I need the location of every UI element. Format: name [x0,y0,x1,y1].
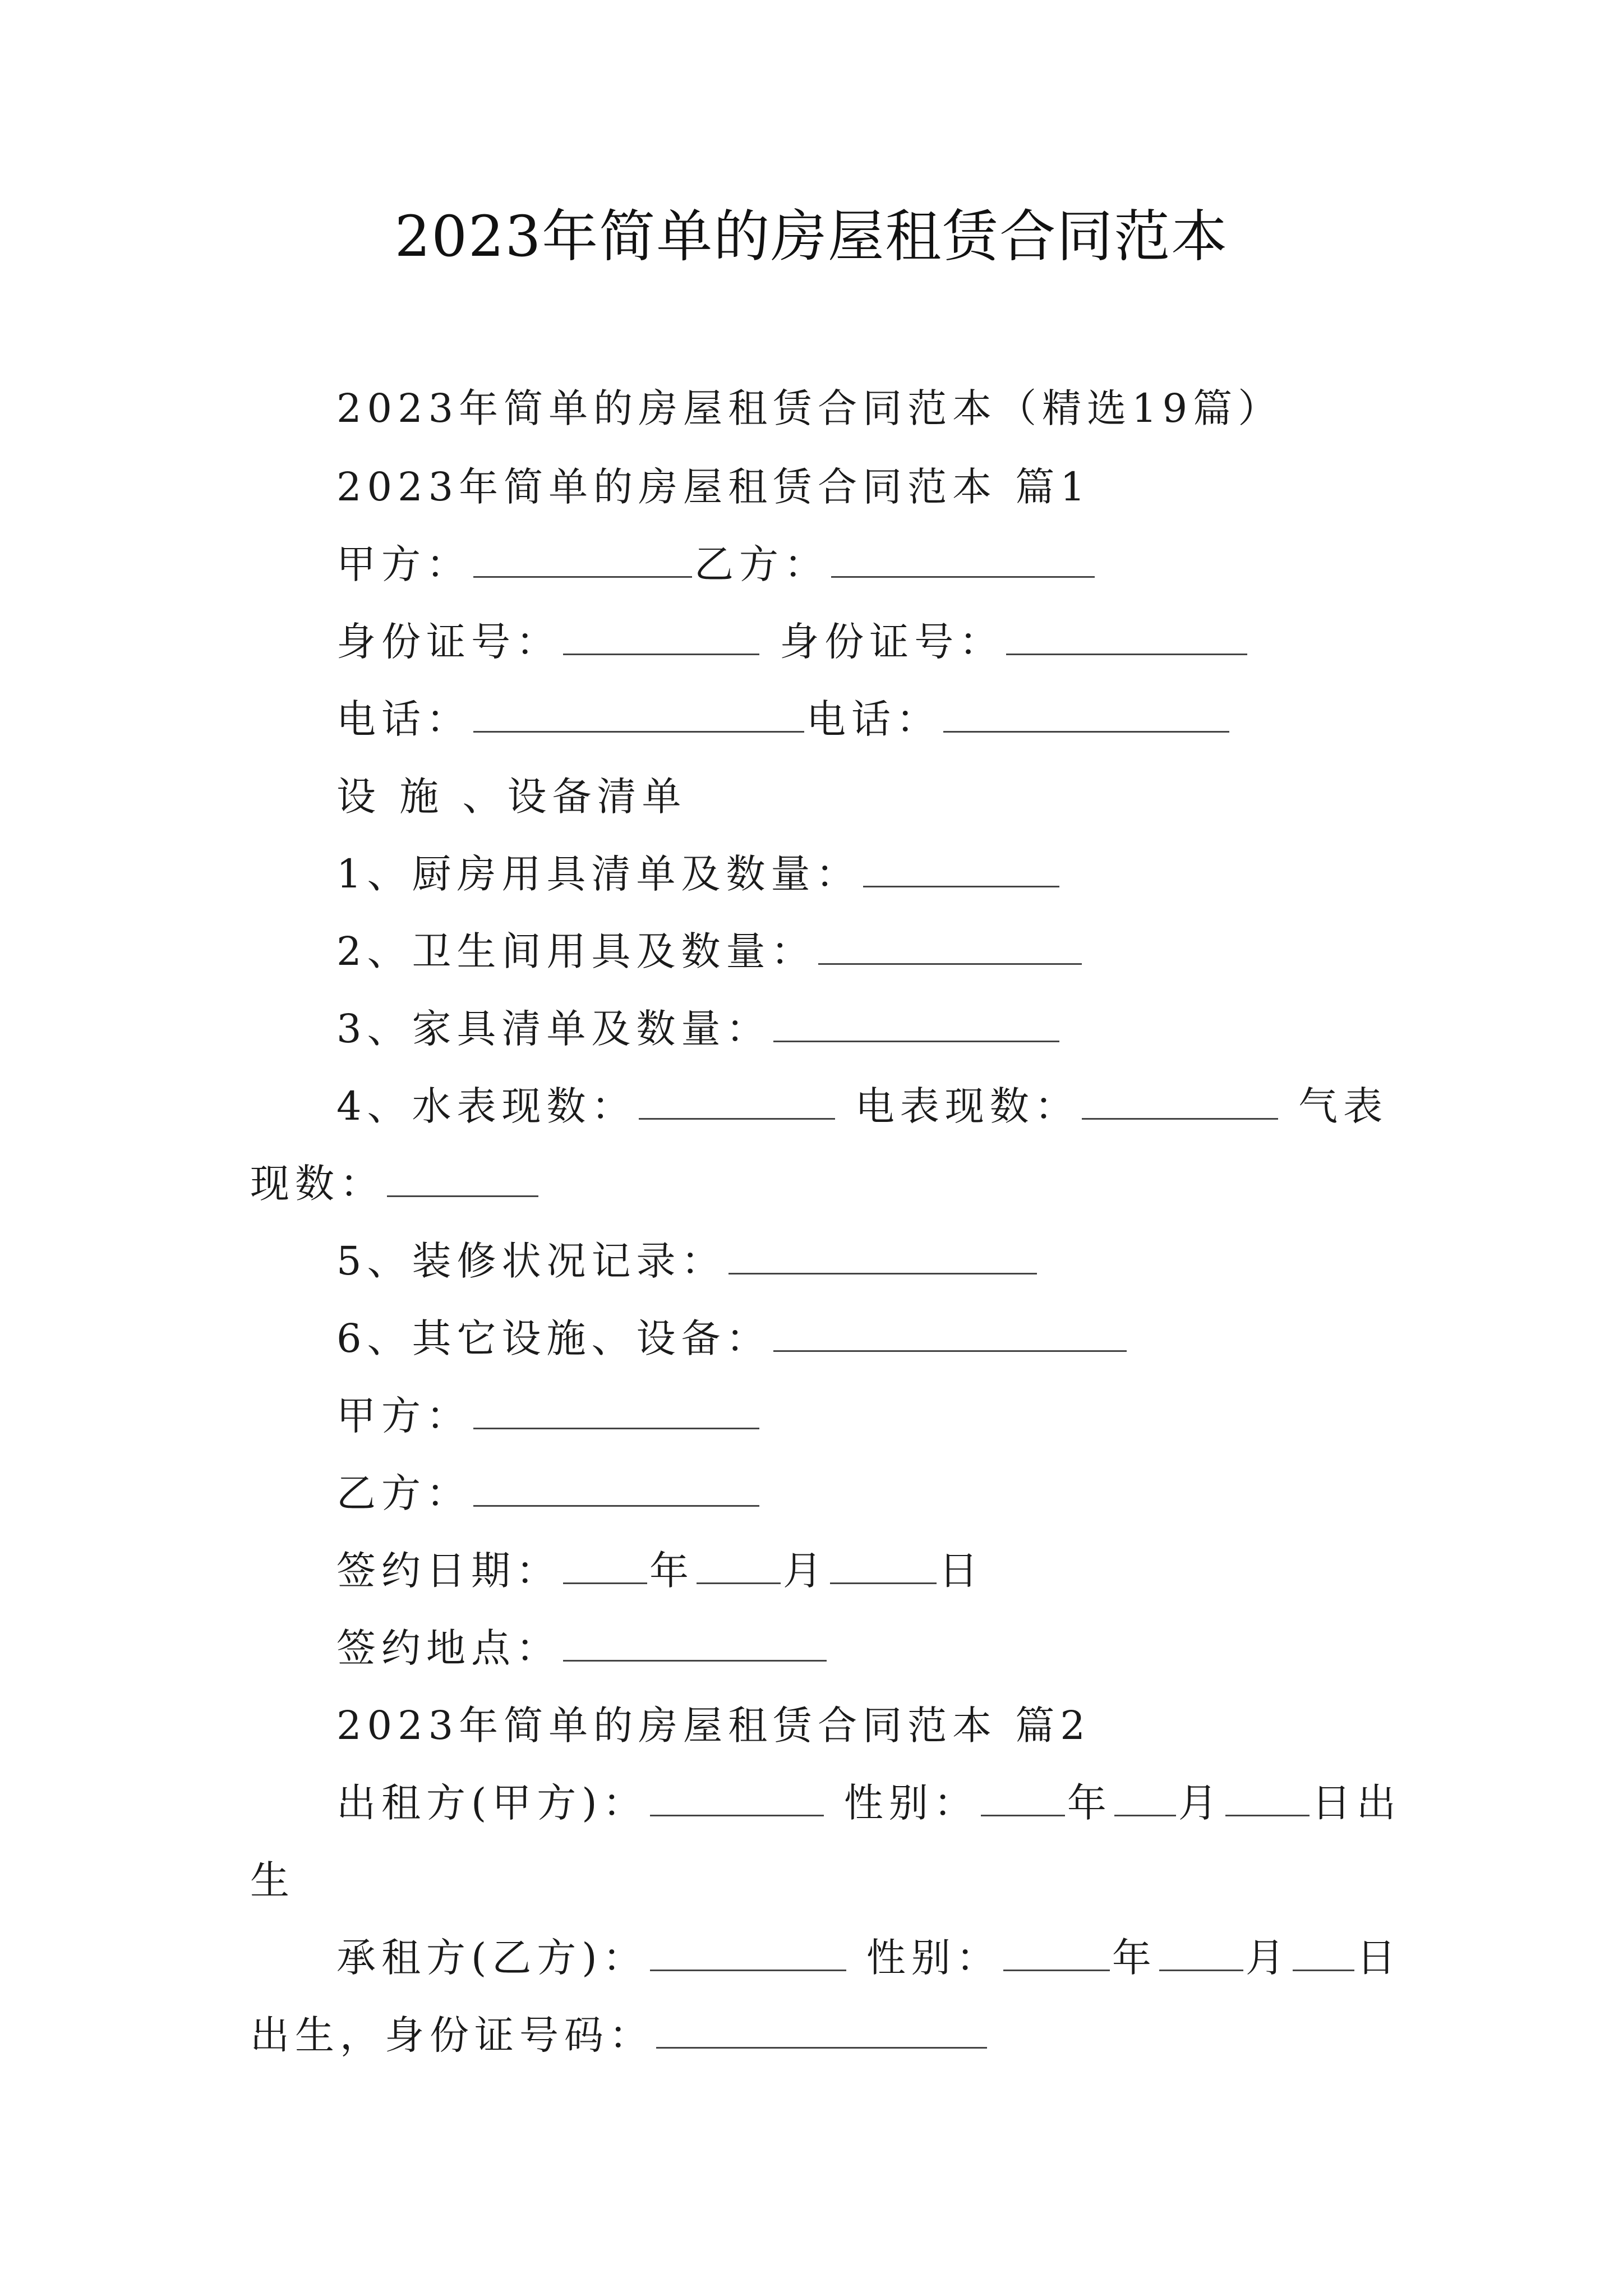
sign-month-blank [697,1548,781,1584]
lessee-label: 承租方(乙方)： [336,1935,648,1981]
party-b-phone-blank [943,696,1229,733]
furniture-items-blank [773,1006,1059,1042]
other-facilities-blank [773,1315,1127,1352]
gas-meter-continued-line [250,1157,541,1211]
lessor-label: 出租方(甲方)： [336,1780,648,1826]
party-a-blank [473,541,692,578]
electric-meter-label: 电表现数： [855,1083,1080,1129]
sign-place-line [336,1621,829,1675]
party-a-sign-blank [473,1393,759,1429]
party-b-blank [831,541,1095,578]
bathroom-items-line [336,924,1084,978]
lessee-id-line [250,2008,989,2062]
lessor-day-label: 日出 [1311,1780,1401,1826]
lessor-gender-label: 性别： [843,1780,979,1826]
kitchen-items-line [336,847,1062,901]
section-heading-1: 2023年简单的房屋租赁合同范本 篇1 [336,464,1091,510]
water-meter-label: 4、水表现数： [336,1083,637,1129]
electric-meter-blank [1082,1083,1278,1120]
decoration-record-blank [728,1238,1037,1274]
sign-place-label: 签约地点： [336,1625,561,1671]
gas-meter-label: 气表 [1298,1083,1389,1129]
party-b-phone-label: 电话： [806,696,941,742]
decoration-record-label: 5、装修状况记录： [336,1238,726,1284]
furniture-items-label: 3、家具清单及数量： [336,1006,771,1052]
lessor-birth-continued-label: 生 [250,1857,295,1903]
sign-date-line [336,1544,984,1598]
gas-meter-continued-label: 现数： [250,1161,385,1207]
lessor-line [336,1776,1401,1830]
party-a-sign-label: 甲方： [336,1393,471,1439]
lessor-year-blank [981,1780,1065,1816]
document-title: 2023年简单的房屋租赁合同范本 [394,204,1229,269]
lessor-year-label: 年 [1067,1780,1112,1826]
party-b-id-label: 身份证号： [780,619,1004,665]
lessee-blank [650,1935,846,1971]
lessee-id-blank [656,2012,987,2049]
bathroom-items-blank [818,928,1082,965]
other-facilities-label: 6、其它设施、设备： [336,1315,771,1361]
sign-place-blank [563,1625,827,1662]
party-a-id-blank [563,619,759,655]
furniture-items-line [336,1002,1062,1056]
party-a-label: 甲方： [336,541,471,587]
lessee-year-blank [1003,1935,1110,1971]
lessor-day-blank [1225,1780,1310,1816]
other-facilities-line [336,1312,1129,1365]
month-label: 月 [783,1548,828,1594]
kitchen-items-label: 1、厨房用具清单及数量： [336,851,861,897]
bathroom-items-label: 2、卫生间用具及数量： [336,928,816,974]
kitchen-items-blank [863,851,1059,887]
party-b-sign-blank [473,1470,759,1507]
party-a-sign-line [336,1389,762,1443]
lessee-day-blank [1293,1935,1354,1971]
gas-meter-blank [387,1161,538,1197]
party-b-id-blank [1006,619,1247,655]
year-label: 年 [649,1548,694,1594]
lessor-month-label: 月 [1178,1780,1223,1826]
lessee-id-label: 出生，身份证号码： [250,2012,654,2058]
party-a-phone-blank [473,696,804,733]
party-a-phone-label: 电话： [336,696,471,742]
lessee-month-blank [1159,1935,1243,1971]
party-b-label: 乙方： [694,541,829,587]
lessor-birth-continued [250,1853,295,1907]
sign-date-label: 签约日期： [336,1548,561,1594]
id-number-line [336,615,1249,669]
section-heading-2: 2023年简单的房屋租赁合同范本 篇2 [336,1703,1091,1749]
phone-line [336,692,1232,746]
lessee-day-label: 日 [1356,1935,1401,1981]
lessor-blank [650,1780,824,1816]
party-b-sign-label: 乙方： [336,1470,471,1516]
lessee-gender-label: 性别： [866,1935,1001,1981]
lessee-line [336,1931,1401,1985]
sign-year-blank [563,1548,647,1584]
party-a-id-label: 身份证号： [336,619,561,665]
lessor-month-blank [1114,1780,1176,1816]
subtitle-line: 2023年简单的房屋租赁合同范本（精选19篇） [336,385,1283,431]
meter-readings-line [336,1079,1388,1133]
day-label: 日 [939,1548,984,1594]
lessee-month-label: 月 [1245,1935,1290,1981]
party-line [336,537,1097,591]
water-meter-blank [639,1083,835,1120]
lessee-year-label: 年 [1112,1935,1157,1981]
decoration-record-line [336,1234,1039,1288]
facility-list-heading: 设 施 、设备清单 [336,774,687,820]
party-b-sign-line [336,1466,762,1520]
sign-day-blank [830,1548,937,1584]
